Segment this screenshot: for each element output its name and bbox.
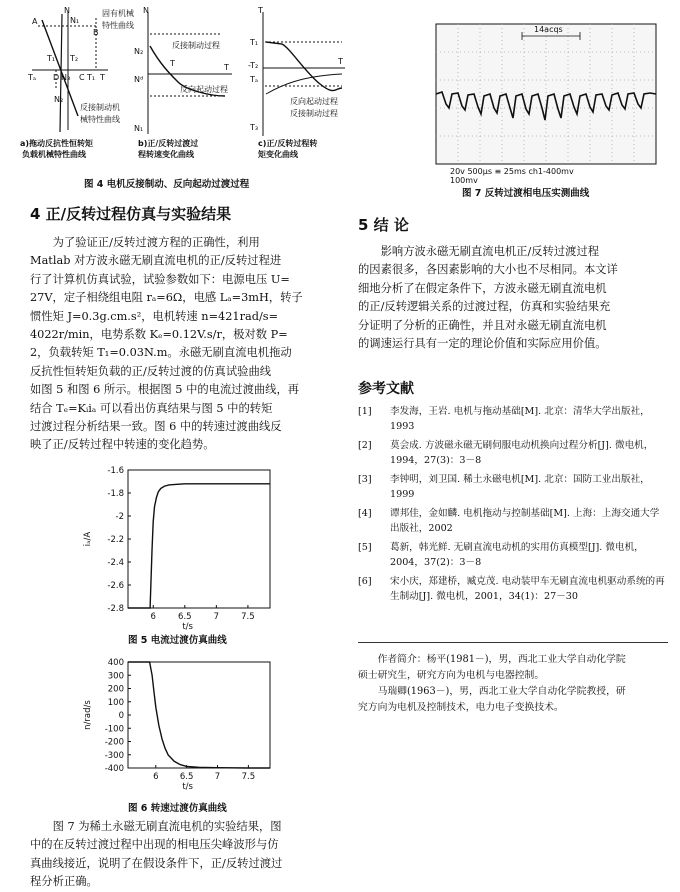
x-tick-label: 6 xyxy=(153,772,159,782)
section-4-line: 过渡过程分析结果一致。图 6 中的转速过渡曲线反 xyxy=(30,420,282,434)
author-bio-1-line: 硕士研究生，研究方向为电机与电器控制。 xyxy=(358,670,545,681)
fig4c-label-brake: 反接制动过程 xyxy=(290,109,338,118)
x-tick-label: 6.5 xyxy=(178,612,192,622)
author-bio-2-line: 马瑞卿(1963－)，男，西北工业大学自动化学院教授，研 xyxy=(358,686,626,697)
x-tick-label: 7 xyxy=(213,612,220,622)
fig6-caption: 图 6 转速过渡仿真曲线 xyxy=(128,803,227,814)
y-tick-label: -200 xyxy=(104,737,124,748)
fig4b-label-start: 反向起动过程 xyxy=(180,85,228,94)
scope-footer-1: 20v 500μs ≡ 25ms ch1-400mv xyxy=(450,167,574,176)
fig4a-t1: T₁ xyxy=(47,54,56,63)
fig4a-n3: N₃ xyxy=(61,73,71,82)
series-line xyxy=(128,484,270,608)
reference-item xyxy=(358,472,668,502)
reference-number: [4] xyxy=(358,508,372,519)
fig4a-t1b: T₁ xyxy=(87,73,96,82)
reference-item xyxy=(358,506,668,536)
fig4c-t2: -T₂ xyxy=(248,61,259,70)
fig4a-n-axis: N xyxy=(64,6,70,15)
fig4b-caption-1: b)正/反转过渡过 xyxy=(138,139,199,148)
section-4-line: 2，负载转矩 T₁=0.03N.m。永磁无刷直流电机拖动 xyxy=(30,346,292,360)
y-tick-label: 200 xyxy=(107,684,124,695)
section-5-line: 细地分析了在假定条件下，方波永磁无刷直流电机 xyxy=(358,281,607,295)
y-axis-label: n/rad/s xyxy=(83,700,93,730)
reference-text: 李发海，王岩. 电机与拖动基础[M]. 北京：清华大学出版社，1993 xyxy=(390,406,650,432)
fig4c-label-start: 反向起动过程 xyxy=(290,97,338,106)
section-5-paragraph xyxy=(358,243,668,353)
reference-item xyxy=(358,438,668,468)
plot-frame xyxy=(128,662,270,768)
fig4b-t-axis: T xyxy=(224,63,229,72)
reference-text: 宋小庆，郑建桥，臧克茂. 电动装甲车无刷直流电机驱动系统的再生制动[J]. 微电机，2001，34(1)：27－30 xyxy=(390,576,665,602)
fig4a-label-lower-2: 械特性曲线 xyxy=(80,115,120,124)
fig7-caption: 图 7 反转过渡相电压实测曲线 xyxy=(462,188,590,199)
author-bio-2-line: 究方向为电机及控制技术，电力电子变换技术。 xyxy=(358,702,564,713)
x-tick-label: 6 xyxy=(150,612,156,622)
x-tick-label: 6.5 xyxy=(179,772,194,782)
section-5-line: 的正/反转逻辑关系的过渡过程，仿真和实验结果充 xyxy=(358,300,611,314)
section-4-line: 27V，定子相绕组电阻 rₐ=6Ω，电感 Lₐ=3mH，转子 xyxy=(30,291,303,305)
x-tick-label: 7.5 xyxy=(241,772,256,782)
figure-5-chart xyxy=(80,462,280,630)
section-4-line: 如图 5 和图 6 所示。根据图 5 中的电流过渡曲线，再 xyxy=(30,383,300,397)
fig4a-n2: N₂ xyxy=(54,95,64,104)
section-4-line: 4022r/min，电势系数 Kₑ=0.12V.s/r，极对数 P= xyxy=(30,328,288,342)
y-tick-label: -2.6 xyxy=(107,581,124,591)
y-tick-label: -1.6 xyxy=(107,466,124,476)
x-axis-label: t/s xyxy=(182,622,193,630)
x-axis-label: t/s xyxy=(182,782,193,792)
references-list xyxy=(358,404,668,608)
reference-text: 谭邦佳，金如麟. 电机拖动与控制基础[M]. 上海：上海交通大学出版社，2002 xyxy=(390,508,660,534)
reference-number: [5] xyxy=(358,542,372,553)
fig4c-t1: T₁ xyxy=(250,38,259,47)
reference-text: 葛新，韩光鲜. 无刷直流电动机的实用仿真模型[J]. 微电机，2004，37(2)：3－8 xyxy=(390,542,644,568)
plot-frame xyxy=(128,470,270,608)
reference-number: [6] xyxy=(358,576,372,587)
section-4-paragraph-2 xyxy=(30,818,328,892)
fig5-caption: 图 5 电流过渡仿真曲线 xyxy=(128,635,227,646)
fig4b-t: T xyxy=(170,59,175,68)
section-4b-line: 图 7 为稀土永磁无刷直流电机的实验结果，图 xyxy=(30,820,282,833)
section-4-line: 为了验证正/反转过渡方程的正确性，利用 xyxy=(30,236,260,249)
fig4c-caption-1: c)正/反转过程转 xyxy=(258,139,318,148)
fig4-caption: 图 4 电机反接制动、反向起动过渡过程 xyxy=(84,179,250,190)
fig4c-t3: T₃ xyxy=(250,123,259,132)
fig4c-ta: Tₐ xyxy=(250,75,259,84)
y-tick-label: 400 xyxy=(107,658,124,668)
y-tick-label: -1.8 xyxy=(107,489,124,499)
fig4a-label-upper-2: 特性曲线 xyxy=(102,21,134,30)
section-5-line: 影响方波永磁无刷直流电机正/反转过渡过程 xyxy=(358,245,600,258)
fig4a-point-c: C xyxy=(79,73,85,82)
y-tick-label: 300 xyxy=(107,671,124,682)
section-4-line: 映了正/反转过程中转速的变化趋势。 xyxy=(30,438,215,452)
y-tick-label: 0 xyxy=(118,711,124,721)
section-5-line: 分证明了分析的正确性，并且对永磁无刷直流电机 xyxy=(358,318,607,332)
x-tick-label: 7.5 xyxy=(241,612,255,622)
section-4-paragraph xyxy=(30,234,328,455)
fig4a-n1: N₁ xyxy=(70,16,80,25)
fig4a-point-d: D xyxy=(53,73,60,82)
fig4c-caption-2: 矩变化曲线 xyxy=(258,150,298,159)
section-4-line: 惯性矩 J=0.3g.cm.s²，电机转速 n=421rad/s= xyxy=(30,309,279,323)
fig4b-nd: Nᵈ xyxy=(134,75,144,84)
reference-text: 莫会成. 方波磁永磁无刷伺服电动机换向过程分析[J]. 微电机，1994，27(3)：3－8 xyxy=(390,440,654,466)
y-tick-label: -100 xyxy=(104,724,124,735)
fig4a-label-upper-1: 固有机械 xyxy=(102,9,134,18)
reference-item xyxy=(358,404,668,434)
scope-top-label: 14acqs xyxy=(534,25,563,34)
fig4b-label-brake: 反接制动过程 xyxy=(172,41,220,50)
reference-item xyxy=(358,540,668,570)
section-5-heading: 5 结 论 xyxy=(358,216,409,234)
section-4-heading: 4 正/反转过程仿真与实验结果 xyxy=(30,205,232,223)
section-4-line: 行了计算机仿真试验，试验参数如下：电源电压 U= xyxy=(30,272,290,286)
figure-4 xyxy=(20,4,350,184)
series-line xyxy=(128,662,270,768)
scope-footer-2: 100mv xyxy=(450,176,478,184)
reference-item xyxy=(358,574,668,604)
fig4a-t-axis: T xyxy=(100,73,105,82)
fig4b-caption-2: 程转速变化曲线 xyxy=(138,150,194,159)
y-tick-label: -2.4 xyxy=(107,558,124,568)
fig4b-n2: N₂ xyxy=(134,47,144,56)
figure-6-chart xyxy=(80,654,280,798)
fig4a-caption-1: a)拖动反抗性恒转矩 xyxy=(20,139,94,148)
section-4-line: Matlab 对方波永磁无刷直流电机的正/反转过程进 xyxy=(30,254,282,268)
section-4b-line: 真曲线接近，说明了在假设条件下，正/反转过渡过 xyxy=(30,856,283,870)
author-bio-1-line: 作者简介：杨平(1981－)，男，西北工业大学自动化学院 xyxy=(358,654,626,665)
fig4c-t-axis-h: T xyxy=(338,57,343,66)
bio-divider xyxy=(358,642,668,643)
y-tick-label: 100 xyxy=(107,697,124,708)
reference-text: 李钟明，刘卫国. 稀土永磁电机[M]. 北京：国防工业出版社，1999 xyxy=(390,474,650,500)
reference-number: [2] xyxy=(358,440,372,451)
fig4b-n1: N₁ xyxy=(134,124,144,133)
y-tick-label: -2.2 xyxy=(107,535,124,545)
fig4a-point-a: A xyxy=(32,17,38,26)
section-5-line: 的调速运行具有一定的理论价值和实际应用价值。 xyxy=(358,337,607,351)
section-4b-line: 中的在反转过渡过程中出现的相电压尖峰波形与仿 xyxy=(30,838,279,852)
reference-number: [3] xyxy=(358,474,372,485)
fig4a-ta: Tₐ xyxy=(28,73,37,82)
fig4b-n-axis: N xyxy=(143,6,149,15)
y-axis-label: iₐ/A xyxy=(83,531,93,547)
references-heading: 参考文献 xyxy=(358,381,414,397)
y-tick-label: -300 xyxy=(104,750,124,761)
section-4b-line: 程分析正确。 xyxy=(30,875,98,889)
section-4-line: 反抗性恒转矩负载的正/反转过渡的仿真试验曲线 xyxy=(30,364,272,378)
reference-number: [1] xyxy=(358,406,372,417)
author-bio xyxy=(358,652,668,716)
fig4a-caption-2: 负载机械特性曲线 xyxy=(22,150,86,159)
y-tick-label: -400 xyxy=(104,764,124,774)
figure-7 xyxy=(432,14,664,184)
fig4a-t2: T₂ xyxy=(70,54,79,63)
fig4a-point-b: B xyxy=(93,28,99,37)
y-tick-label: -2 xyxy=(115,512,124,522)
x-tick-label: 7 xyxy=(214,772,221,782)
y-tick-label: -2.8 xyxy=(107,604,124,614)
section-5-line: 的因素很多，各因素影响的大小也不尽相同。本文详 xyxy=(358,263,618,277)
fig4c-t-axis: T xyxy=(258,6,263,15)
fig4a-label-lower-1: 反接制动机 xyxy=(80,103,120,112)
section-4-line: 结合 Tₑ=Kᵢiₐ 可以看出仿真结果与图 5 中的转矩 xyxy=(30,401,273,415)
